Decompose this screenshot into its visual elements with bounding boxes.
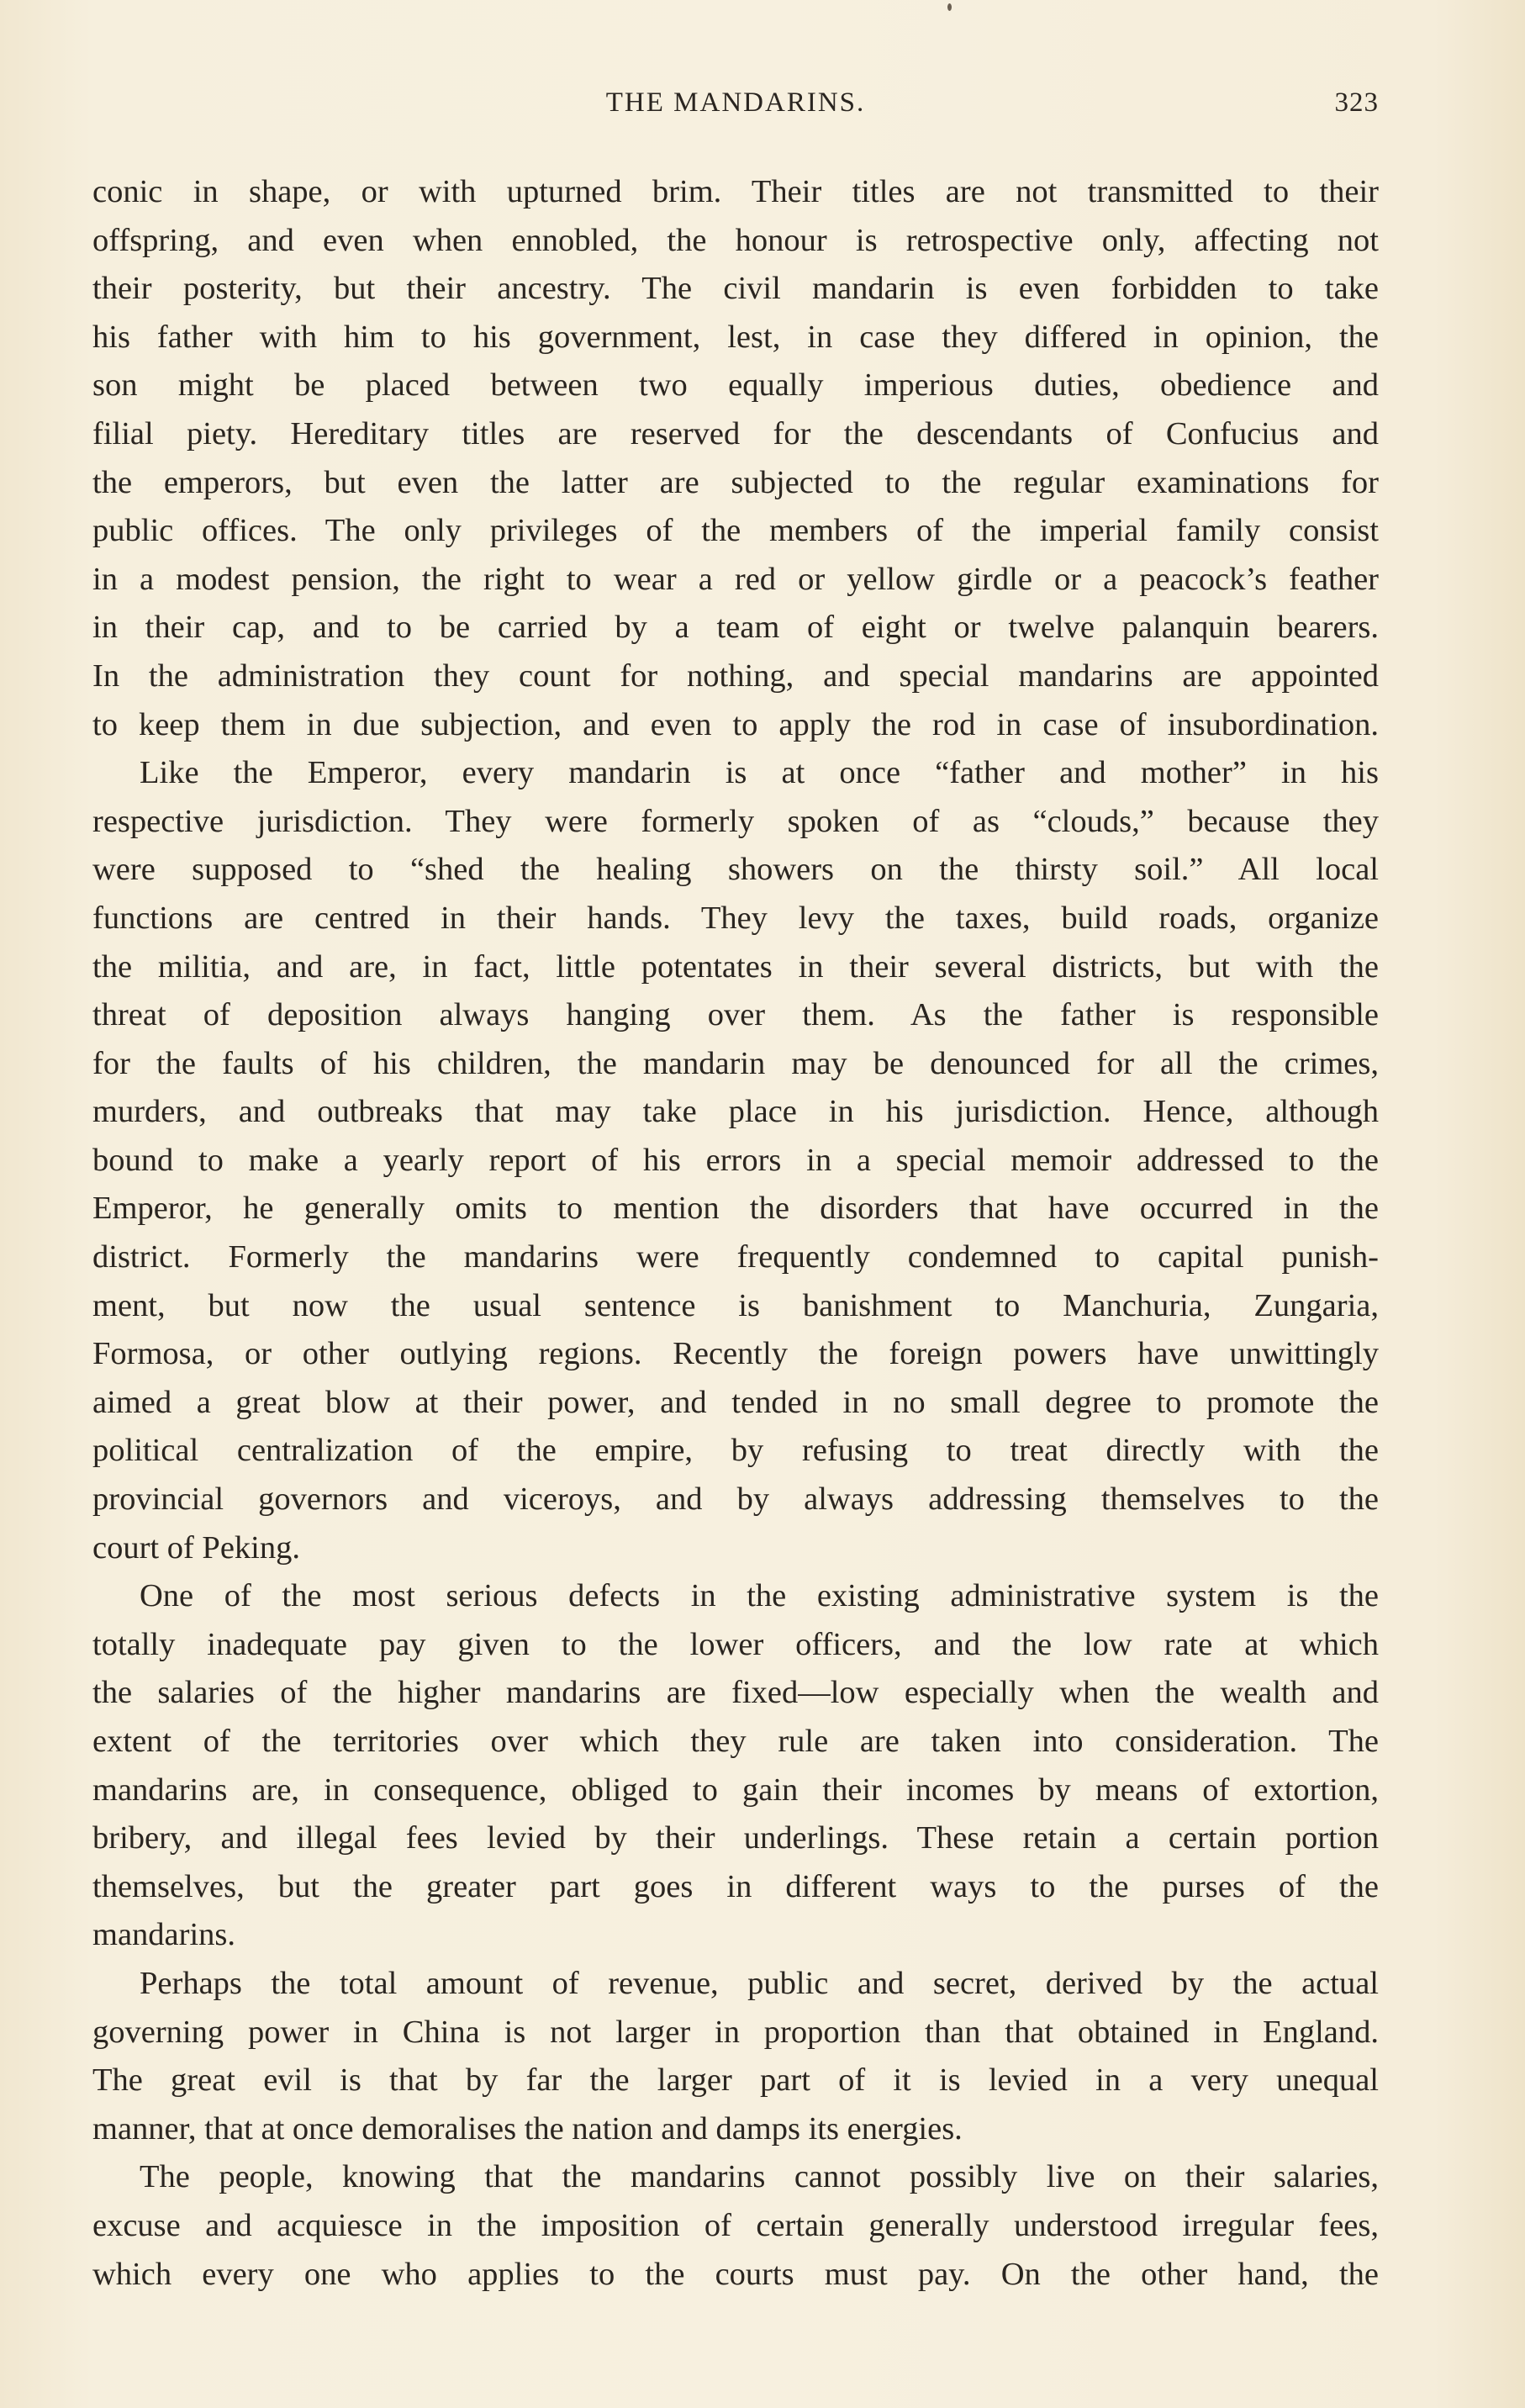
paragraph — [92, 168, 1379, 749]
text-line: extent of the territories over which they rule are taken into consideration. The — [92, 1724, 1379, 1759]
text-line: murders, and outbreaks that may take place in his jurisdiction. Hence, although — [92, 1094, 1379, 1130]
text-line: the salaries of the higher mandarins are fixed—low especially when the wealth and — [92, 1675, 1379, 1711]
text-line: which every one who applies to the courts must pay. On the other hand, the — [92, 2256, 1379, 2292]
paragraph — [92, 749, 1379, 1572]
text-line: Perhaps the total amount of revenue, public and secret, derived by the actual — [140, 1965, 1379, 2001]
text-line: ment, but now the usual sentence is banishment to Manchuria, Zungaria, — [92, 1287, 1379, 1323]
text-line: for the faults of his children, the mandarin may be denounced for all the crimes, — [92, 1045, 1379, 1081]
text-line: court of Peking. — [92, 1529, 300, 1566]
text-line: provincial governors and viceroys, and by always addressing themselves to the — [92, 1481, 1379, 1518]
text-line: district. Formerly the mandarins were frequently condemned to capital punish- — [92, 1239, 1379, 1275]
text-line: mandarins are, in consequence, obliged to gain their incomes by means of extortion, — [92, 1772, 1379, 1808]
text-line: public offices. The only privileges of the members of the imperial family consist — [92, 513, 1379, 549]
text-line: One of the most serious defects in the existing administrative system is the — [140, 1578, 1379, 1614]
text-line: In the administration they count for nothing, and special mandarins are appointed — [92, 657, 1379, 694]
text-line: offspring, and even when ennobled, the honour is retrospective only, affecting not — [92, 222, 1379, 258]
text-line: governing power in China is not larger in proportion than that obtained in England. — [92, 2014, 1379, 2050]
text-line: to keep them in due subjection, and even to apply the rod in case of insubordination. — [92, 706, 1379, 742]
page-header — [92, 87, 1379, 129]
text-line: themselves, but the greater part goes in different ways to the purses of the — [92, 1868, 1379, 1904]
text-line: in a modest pension, the right to wear a red or yellow girdle or a peacock’s feather — [92, 561, 1379, 597]
text-line: his father with him to his government, lest, in case they differed in opinion, the — [92, 319, 1379, 355]
text-line: excuse and acquiesce in the imposition of certain generally understood irregular fees, — [92, 2207, 1379, 2243]
text-line: threat of deposition always hanging over them. As the father is responsible — [92, 997, 1379, 1033]
running-head: THE MANDARINS. — [605, 87, 866, 118]
paragraph — [92, 1572, 1379, 1960]
text-line: The people, knowing that the mandarins cannot possibly live on their salaries, — [140, 2159, 1379, 2195]
text-line: functions are centred in their hands. They levy the taxes, build roads, organize — [92, 900, 1379, 936]
text-line: the militia, and are, in fact, little potentates in their several districts, but with the — [92, 948, 1379, 985]
paragraph — [92, 1960, 1379, 2153]
text-line: were supposed to “shed the healing showers on the thirsty soil.” All local — [92, 852, 1379, 888]
text-line: bribery, and illegal fees levied by their underlings. These retain a certain portion — [92, 1820, 1379, 1856]
text-line: The great evil is that by far the larger part of it is levied in a very unequal — [92, 2062, 1379, 2099]
text-line: political centralization of the empire, by refusing to treat directly with the — [92, 1433, 1379, 1469]
body-text — [92, 168, 1379, 2299]
text-line: the emperors, but even the latter are subjected to the regular examinations for — [92, 464, 1379, 500]
text-line: Like the Emperor, every mandarin is at once “father and mother” in his — [140, 755, 1379, 791]
page-number: 323 — [1334, 87, 1379, 118]
paragraph — [92, 2153, 1379, 2299]
text-line: bound to make a yearly report of his errors in a special memoir addressed to the — [92, 1142, 1379, 1178]
ink-speck — [947, 3, 952, 11]
text-line: son might be placed between two equally imperious duties, obedience and — [92, 367, 1379, 404]
text-line: Formosa, or other outlying regions. Recently the foreign powers have unwittingly — [92, 1336, 1379, 1372]
text-line: respective jurisdiction. They were formerly spoken of as “clouds,” because they — [92, 803, 1379, 839]
text-line: aimed a great blow at their power, and tended in no small degree to promote the — [92, 1384, 1379, 1420]
text-line: filial piety. Hereditary titles are reserved for the descendants of Confucius and — [92, 415, 1379, 452]
text-line: totally inadequate pay given to the lower officers, and the low rate at which — [92, 1626, 1379, 1662]
text-line: manner, that at once demoralises the nation and damps its energies. — [92, 2110, 963, 2147]
text-line: their posterity, but their ancestry. The civil mandarin is even forbidden to take — [92, 271, 1379, 307]
text-line: Emperor, he generally omits to mention the disorders that have occurred in the — [92, 1191, 1379, 1227]
text-line: mandarins. — [92, 1917, 235, 1953]
text-line: conic in shape, or with upturned brim. Their titles are not transmitted to their — [92, 174, 1379, 209]
text-line: in their cap, and to be carried by a team of eight or twelve palanquin bearers. — [92, 610, 1379, 646]
